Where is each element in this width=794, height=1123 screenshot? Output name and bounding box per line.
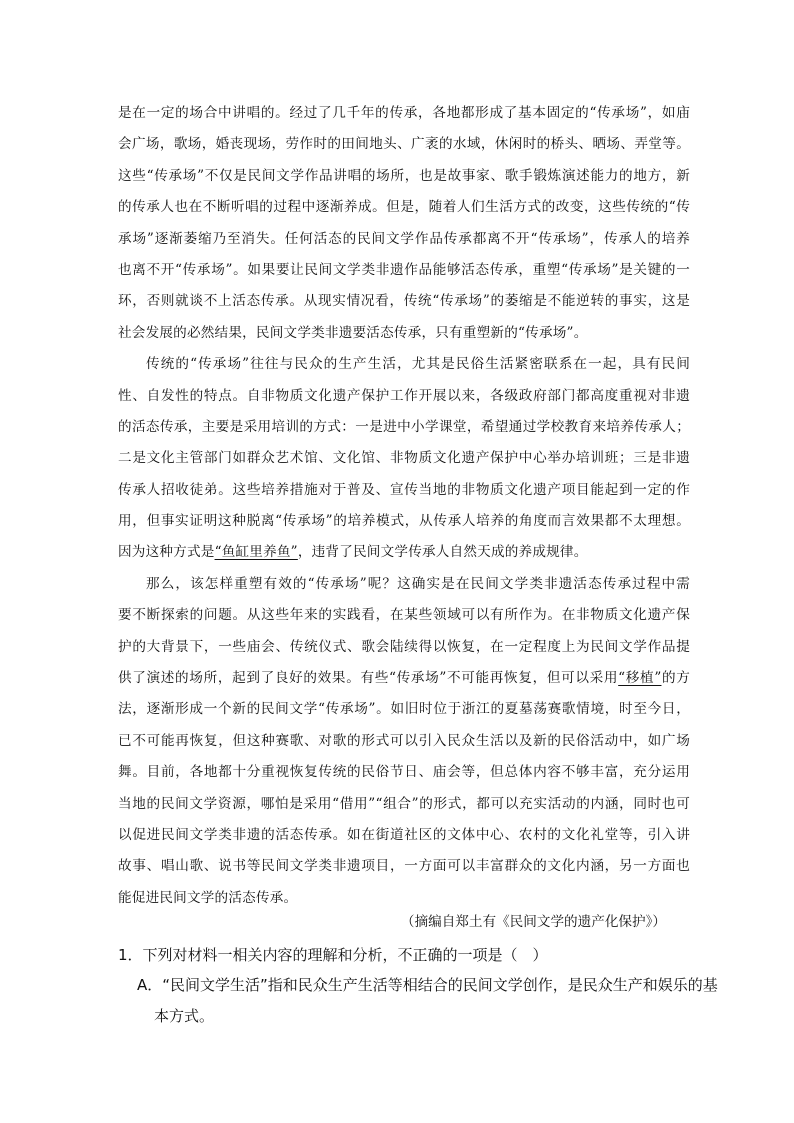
text-line: 环，否则就谈不上活态传承。从现实情况看，传统“传承场”的萎缩是不能逆转的事实，这是 [118, 293, 690, 310]
text-line: 要不断探索的问题。从这些年来的实践看，在某些领域可以有所作为。在非物质文化遗产保 [118, 607, 690, 624]
text-segment: ，违背了民间文学传承人自然天成的养成规律。 [297, 544, 588, 561]
text-line: 那么，该怎样重塑有效的“传承场”呢？这确实是在民间文学类非遗活态传承过程中需 [146, 575, 690, 592]
text-line: 护的大背景下，一些庙会、传统仪式、歌会陆续得以恢复，在一定程度上为民间文学作品提 [118, 638, 690, 655]
paragraph-1 [118, 98, 690, 349]
text-line: 承场”逐渐萎缩乃至消失。任何活态的民间文学作品传承都离不开“传承场”，传承人的培养 [118, 230, 690, 247]
text-segment: 供了演述的场所，起到了良好的效果。有些“传承场”不可能再恢复，但可以采用 [118, 670, 619, 687]
text-line: 性、自发性的特点。自非物质文化遗产保护工作开展以来，各级政府部门都高度重视对非遗 [118, 387, 690, 404]
option-a-line: 本方式。 [154, 1007, 215, 1025]
text-line: 传承人招收徒弟。这些培养措施对于普及、宣传当地的非物质文化遗产项目能起到一定的作 [118, 481, 690, 498]
text-line: 当地的民间文学资源，哪怕是采用“借用”“组合”的形式，都可以充实活动的内涵，同时也可 [118, 795, 690, 812]
paragraph-2 [118, 349, 690, 569]
underlined-phrase: “移植” [618, 670, 662, 687]
text-line: 也离不开“传承场”。如果要让民间文学类非遗作品能够活态传承，重塑“传承场”是关键的一 [118, 261, 690, 278]
text-line: 以促进民间文学类非遗的活态传承。如在街道社区的文体中心、农村的文化礼堂等，引入讲 [118, 826, 690, 843]
question-stem: 1．下列对材料一相关内容的理解和分析，不正确的一项是（ ） [118, 946, 548, 964]
text-line: 用，但事实证明这种脱离“传承场”的培养模式，从传承人培养的角度而言效果都不太理想。 [118, 513, 690, 530]
text-line: 会广场，歌场，婚丧现场，劳作时的田间地头、广袤的水域，休闲时的桥头、晒场、弄堂等。 [118, 136, 690, 153]
option-a-line: A．“民间文学生活”指和民众生产生活等相结合的民间文学创作，是民众生产和娱乐的基 [137, 976, 718, 994]
text-line: 这些“传承场”不仅是民间文学作品讲唱的场所，也是故事家、歌手锻炼演述能力的地方，新 [118, 167, 690, 184]
underlined-phrase: “鱼缸里养鱼” [214, 544, 298, 561]
text-line [118, 663, 690, 694]
text-line: 传统的“传承场”往往与民众的生产生活，尤其是民俗生活紧密联系在一起，具有民间 [146, 356, 690, 373]
text-line: 故事、唱山歌、说书等民间文学类非遗项目，一方面可以丰富群众的文化内涵，另一方面也 [118, 858, 690, 875]
text-line: 是在一定的场合中讲唱的。经过了几千年的传承，各地都形成了基本固定的“传承场”，如庙 [118, 105, 690, 121]
text-segment: 的方 [661, 670, 690, 687]
text-line: 社会发展的必然结果，民间文学类非遗要活态传承，只有重塑新的“传承场”。 [118, 324, 588, 341]
text-line [118, 537, 690, 568]
paragraph-3 [118, 569, 690, 914]
text-line: 二是文化主管部门如群众艺术馆、文化馆、非物质文化遗产保护中心举办培训班；三是非遗 [118, 450, 690, 467]
text-segment: 因为这种方式是 [118, 544, 215, 561]
text-line: 法，逐渐形成一个新的民间文学“传承场”。如旧时位于浙江的夏墓荡赛歌情境，时至今日， [118, 701, 690, 718]
text-line: 能促进民间文学的活态传承。 [118, 889, 298, 906]
text-line: 的活态传承，主要是采用培训的方式：一是进中小学课堂，希望通过学校教育来培养传承人； [118, 418, 690, 435]
source-citation: （摘编自郑土有《民间文学的遗产化保护》） [400, 914, 666, 930]
article-body [118, 98, 690, 914]
text-line: 的传承人也在不断听唱的过程中逐渐养成。但是，随着人们生活方式的改变，这些传统的“传 [118, 199, 690, 216]
option-a [137, 970, 718, 1032]
text-line: 已不可能再恢复，但这种赛歌、对歌的形式可以引入民众生活以及新的民俗活动中，如广场 [118, 732, 690, 749]
text-line: 舞。目前，各地都十分重视恢复传统的民俗节日、庙会等，但总体内容不够丰富，充分运用 [118, 764, 690, 781]
